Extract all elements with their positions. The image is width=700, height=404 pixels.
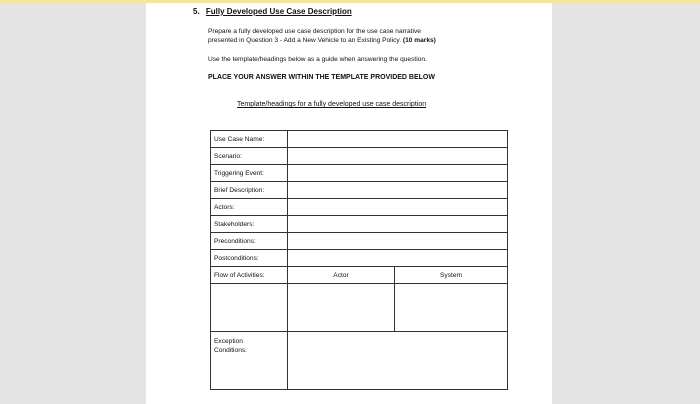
question-title: Fully Developed Use Case Description — [205, 7, 352, 16]
question-heading — [193, 7, 352, 16]
prompt-line-2-text: presented in Question 3 - Add a New Vehicle to an Existing Policy. — [208, 37, 402, 44]
row-label: Scenario: — [211, 148, 288, 165]
table-row-stakeholders — [211, 216, 508, 233]
table-row-postconditions — [211, 250, 508, 267]
table-row-scenario — [211, 148, 508, 165]
system-steps-cell[interactable] — [395, 284, 508, 332]
row-label: Actors: — [211, 199, 288, 216]
answer-cell[interactable] — [288, 216, 508, 233]
marks-label: (10 marks) — [402, 37, 436, 44]
answer-cell[interactable] — [288, 148, 508, 165]
table-row-preconditions — [211, 233, 508, 250]
table-row-use-case-name — [211, 131, 508, 148]
table-row-actors — [211, 199, 508, 216]
exception-conditions-label — [211, 332, 288, 390]
row-label: Preconditions: — [211, 233, 288, 250]
prompt-line-2 — [208, 36, 436, 45]
prompt-line-1: Prepare a fully developed use case description for the use case narrative — [208, 28, 421, 35]
document-page — [146, 3, 552, 404]
template-title: Template/headings for a fully developed use case description — [237, 101, 427, 108]
guide-text: Use the template/headings below as a guide when answering the question. — [208, 56, 427, 63]
answer-cell[interactable] — [288, 332, 508, 390]
actor-column-header: Actor — [288, 267, 395, 284]
answer-instruction: PLACE YOUR ANSWER WITHIN THE TEMPLATE PROVIDED BELOW — [208, 74, 435, 81]
row-label: Use Case Name: — [211, 131, 288, 148]
row-label: Brief Description: — [211, 182, 288, 199]
row-label: Stakeholders: — [211, 216, 288, 233]
answer-cell[interactable] — [288, 250, 508, 267]
answer-cell[interactable] — [288, 131, 508, 148]
exception-label-line-1: Exception — [214, 338, 243, 345]
table-row-exception-conditions — [211, 332, 508, 390]
exception-label-line-2: Conditions: — [214, 347, 247, 354]
row-label: Postconditions: — [211, 250, 288, 267]
table-row-brief-description — [211, 182, 508, 199]
question-number: 5. — [193, 7, 200, 16]
table-row-flow-header — [211, 267, 508, 284]
table-row-flow-body — [211, 284, 508, 332]
question-prompt — [208, 27, 436, 45]
answer-cell[interactable] — [288, 165, 508, 182]
answer-cell[interactable] — [288, 199, 508, 216]
actor-steps-cell[interactable] — [288, 284, 395, 332]
use-case-template-table — [210, 130, 508, 390]
flow-of-activities-label: Flow of Activities: — [211, 267, 288, 284]
row-label: Triggering Event: — [211, 165, 288, 182]
flow-label-spacer — [211, 284, 288, 332]
answer-cell[interactable] — [288, 182, 508, 199]
system-column-header: System — [395, 267, 508, 284]
table-row-triggering-event — [211, 165, 508, 182]
answer-cell[interactable] — [288, 233, 508, 250]
